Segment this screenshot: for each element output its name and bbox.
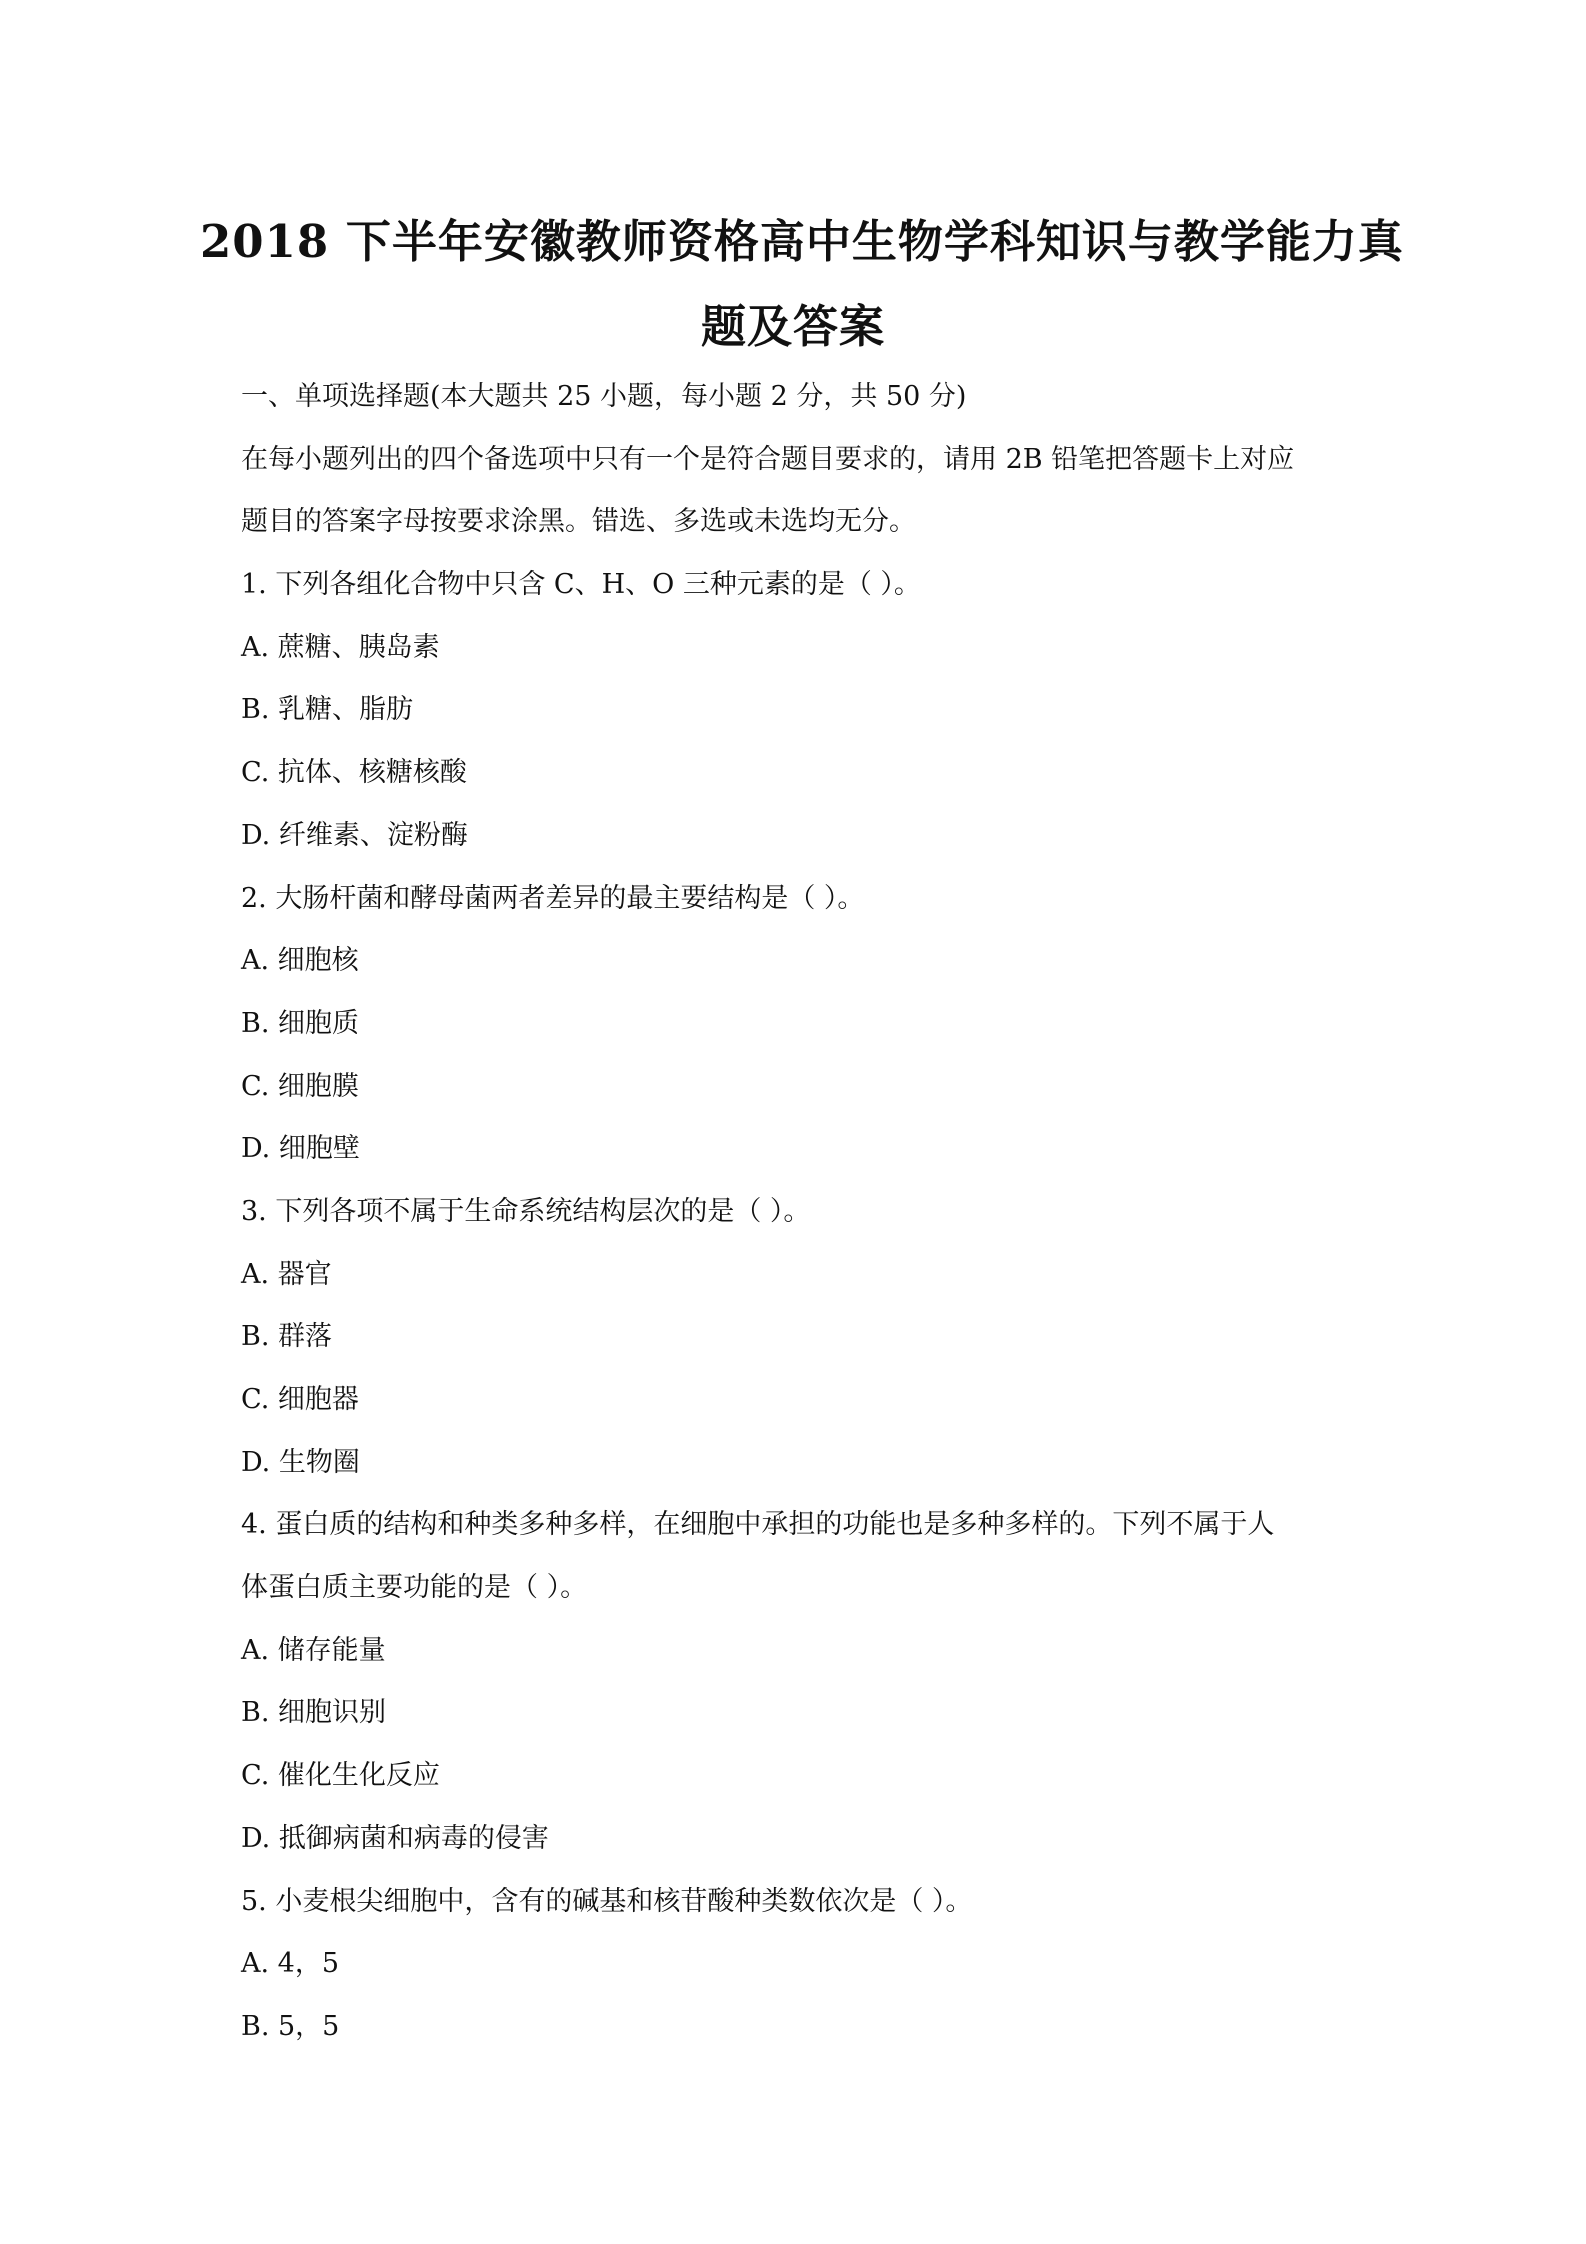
document-title-line-2: 题及答案 xyxy=(700,300,885,353)
question-2-option-d: D. 细胞壁 xyxy=(241,1133,360,1165)
question-4-option-b: B. 细胞识别 xyxy=(241,1697,387,1729)
question-4-stem-line-1: 4. 蛋白质的结构和种类多种多样，在细胞中承担的功能也是多种多样的。下列不属于人 xyxy=(241,1509,1275,1541)
document-body xyxy=(241,366,1351,2059)
question-5-option-a: A. 4，5 xyxy=(241,1948,340,1980)
section-heading: 一、单项选择题(本大题共 25 小题，每小题 2 分，共 50 分) xyxy=(241,381,967,412)
question-1-option-a: A. 蔗糖、胰岛素 xyxy=(241,631,440,663)
question-4-option-c: C. 催化生化反应 xyxy=(241,1760,440,1792)
question-1-option-c: C. 抗体、核糖核酸 xyxy=(241,757,467,789)
question-2-option-a: A. 细胞核 xyxy=(241,945,359,977)
question-3-option-c: C. 细胞器 xyxy=(241,1384,359,1415)
document-title-line-1: 2018 下半年安徽教师资格高中生物学科知识与教学能力真 xyxy=(200,215,1404,268)
instruction-line: 题目的答案字母按要求涂黑。错选、多选或未选均无分。 xyxy=(241,506,916,538)
question-4-stem-line-2: 体蛋白质主要功能的是（ ）。 xyxy=(241,1572,588,1604)
question-1-option-b: B. 乳糖、脂肪 xyxy=(241,694,414,726)
question-4-option-d: D. 抵御病菌和病毒的侵害 xyxy=(241,1822,549,1854)
question-1-stem: 1. 下列各组化合物中只含 C、H、O 三种元素的是（ ）。 xyxy=(241,569,921,601)
question-5-stem: 5. 小麦根尖细胞中，含有的碱基和核苷酸种类数依次是（ ）。 xyxy=(241,1885,973,1917)
question-2-option-c: C. 细胞膜 xyxy=(241,1070,359,1102)
question-2-stem: 2. 大肠杆菌和酵母菌两者差异的最主要结构是（ ）。 xyxy=(241,882,865,914)
question-1-option-d: D. 纤维素、淀粉酶 xyxy=(241,819,468,851)
question-3-option-b: B. 群落 xyxy=(241,1321,333,1353)
question-4-option-a: A. 储存能量 xyxy=(241,1634,386,1666)
question-3-option-d: D. 生物圈 xyxy=(241,1446,360,1478)
question-2-option-b: B. 细胞质 xyxy=(241,1007,360,1039)
instruction-line: 在每小题列出的四个备选项中只有一个是符合题目要求的，请用 2B 铅笔把答题卡上对应 xyxy=(241,443,1295,475)
question-5-option-b: B. 5，5 xyxy=(241,2010,340,2042)
question-3-option-a: A. 器官 xyxy=(241,1258,332,1290)
question-3-stem: 3. 下列各项不属于生命系统结构层次的是（ ）。 xyxy=(241,1195,811,1227)
